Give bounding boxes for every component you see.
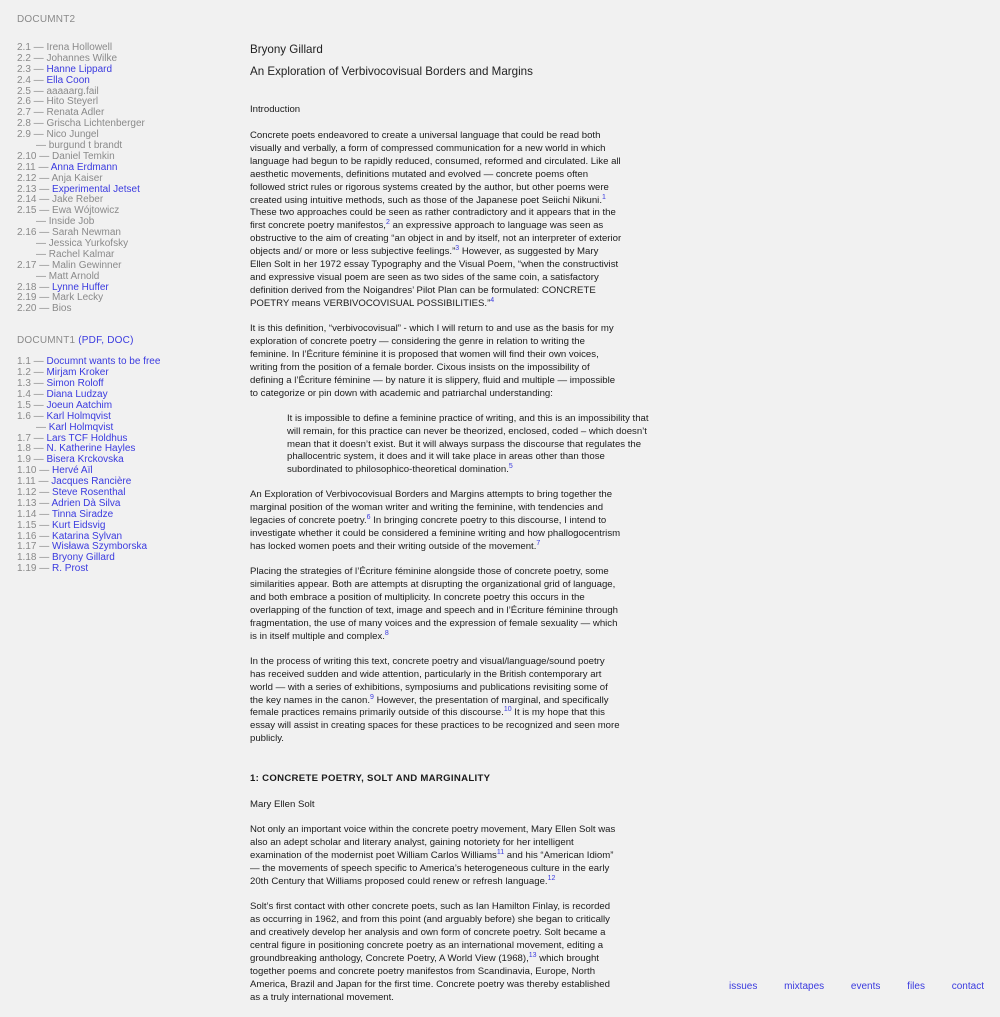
sidebar-entry-name[interactable]: N. Katherine Hayles	[46, 443, 136, 455]
sidebar-entry-number: 1.13 —	[17, 497, 52, 509]
doc1-link-separator: ,	[101, 335, 108, 347]
sidebar-entry-number: —	[36, 270, 49, 282]
article	[250, 43, 658, 1017]
sidebar-entry-name: Rachel Kalmar	[48, 248, 115, 260]
sidebar-entry-number: 2.10 —	[17, 150, 53, 162]
nav-issues-link[interactable]: issues	[728, 981, 758, 992]
sidebar-entry-number: 2.4 —	[17, 74, 47, 86]
doc2-list	[17, 43, 217, 315]
section1-heading: 1: CONCRETE POETRY, SOLT AND MARGINALITY	[250, 773, 491, 785]
text-run: an expressive approach to language was seen as obstructive to the aim of creating “an object in and by itself, not an interpreter of exterior objects and/ or more or less subjective feelings.”	[250, 220, 622, 258]
text-run: Placing the strategies of l’Écriture féminine alongside those of concrete poetry, some similarities appear. Both are attempts at disrupting the organizational grid of language, and both embrace a position of multiplicity. In concrete poetry this occurs in the overlapping of the function of text, image and speech and in l’Écriture féminine through fragmentation, the use of many voices and the expression of female sexuality — which is in itself multiple and complex.	[250, 566, 618, 642]
doc1-title-text: DOCUMNT1	[17, 335, 76, 347]
footnote-ref[interactable]: 11	[496, 849, 505, 857]
nav-events-link[interactable]: events	[850, 981, 881, 992]
text-run: Not only an important voice within the concrete poetry movement, Mary Ellen Solt was also an adept scholar and literary analyst, gaining notoriety for her intelligent examination of the modernist poet William Carlos Williams	[250, 824, 616, 862]
intro-heading: Introduction	[250, 104, 301, 115]
sidebar-entry-number: 1.18 —	[17, 552, 53, 564]
sidebar-entry-name: burgund t brandt	[48, 140, 123, 152]
sidebar-entry-number: 1.16 —	[17, 530, 53, 542]
sidebar-entry-number: 2.2 —	[17, 52, 47, 64]
doc1-list	[17, 357, 217, 575]
sidebar-entry-name[interactable]: R. Prost	[52, 563, 89, 575]
text-run: However, as suggested by Mary Ellen Solt in her 1972 essay Typography and the Visual Poem, “when the constructivist and expressive visual poem are seen as two sides of the same coin, a satisfactory definition derived from the Noigandres’ Pilot Plan can be formulated: CONCRETE POETRY means VERBIVOCOVISUAL POSSIBILITIES.”	[250, 246, 619, 309]
sidebar-entry-name[interactable]: Karl Holmqvist	[46, 410, 111, 422]
paragraph	[250, 130, 622, 311]
section1-paragraphs	[250, 824, 658, 1004]
nav-mixtapes-link[interactable]: mixtapes	[784, 981, 825, 992]
sidebar-entry-name: Johannes Wilke	[46, 52, 118, 64]
sidebar-entry-number: 1.4 —	[17, 388, 47, 400]
sidebar-entry-name: aaaaarg.fail	[46, 85, 99, 97]
sidebar-entry-name[interactable]: Kurt Eidsvig	[52, 519, 106, 531]
text-run: It is this definition, “verbivocovisual” - which I will return to and use as the basis for my exploration of concrete poetry — considering the genre in relation to writing the feminine. In l’Écriture féminine it is proposed that women will find their own voices, writing from the position of a female border. Cixous insists on the impossibility of defining a l’Écriture féminine — by nature it is slippery, fluid and multiple — impossible to categorize or pin down with academic and patriarchal understanding:	[250, 322, 616, 399]
sidebar-entry-name[interactable]: Lynne Huffer	[52, 281, 109, 293]
sidebar-entry-number: —	[36, 216, 49, 228]
sidebar-entry-name[interactable]: Tinna Siradze	[51, 508, 114, 520]
sidebar-entry-name[interactable]: Bryony Gillard	[52, 552, 115, 564]
sidebar-entry-number: 2.11 —	[17, 161, 51, 173]
section1-subheading: Mary Ellen Solt	[250, 799, 315, 811]
doc1-doc-link[interactable]: DOC	[107, 335, 131, 347]
intro-paragraphs	[250, 130, 658, 400]
sidebar-entry-number: 2.14 —	[17, 194, 53, 206]
footnote-ref[interactable]: 12	[547, 874, 556, 882]
sidebar-entry-name: Hito Steyerl	[46, 96, 99, 108]
nav-contact-link[interactable]: contact	[951, 981, 984, 992]
sidebar-entry-name[interactable]: Diana Ludzay	[46, 388, 108, 400]
nav-files-link[interactable]: files	[907, 981, 925, 992]
sidebar-entry[interactable]	[17, 564, 217, 575]
footer-nav	[705, 981, 984, 992]
text-run: Concrete poets endeavored to create a universal language that could be read both visually and verbally, a form of compressed communication for a new world in which language had begun to be rapidly reduced, consumed, reformed and circulated. Like all aesthetic movements, definitions mutated and evolved — concrete poems often followed strict rules or rigorous systems created by the author, but other poems were created using intuitive methods, such as those of the Japanese poet Seiichi Nikuni.	[250, 130, 621, 206]
sidebar-entry-name: Jessica Yurkofsky	[48, 238, 129, 250]
sidebar-entry-name[interactable]: Bisera Krckovska	[46, 454, 124, 466]
sidebar-entry-number: 1.1 —	[17, 356, 47, 368]
sidebar-entry-number: 2.9 —	[17, 129, 47, 141]
sidebar-entry-name[interactable]: Hervé Aïl	[52, 465, 93, 477]
sidebar-entry-number: 1.6 —	[17, 410, 47, 422]
sidebar-entry-number: 2.16 —	[17, 227, 53, 239]
sidebar-entry-name: Bios	[52, 303, 72, 315]
sidebar-entry-number: 2.19 —	[17, 292, 53, 304]
text-run: In the process of writing this text, concrete poetry and visual/language/sound poetry has received sudden and wide attention, particularly in the British contemporary art world — with a series of exhibitions, symposiums and publications revisiting some of the key names in the canon.	[250, 655, 608, 706]
sidebar-entry-number: 1.14 —	[17, 508, 52, 520]
sidebar-entry-name: Anja Kaiser	[51, 172, 103, 184]
doc1-section-title	[17, 336, 217, 347]
sidebar-entry-name: Ewa Wójtowicz	[52, 205, 120, 217]
sidebar-entry	[17, 304, 217, 315]
article-author: Bryony Gillard	[250, 43, 323, 56]
sidebar-entry-name: Irena Hollowell	[46, 42, 113, 53]
sidebar-entry-number: 2.15 —	[17, 205, 53, 217]
text-run: which brought together poems and concrete poetry manifestos from Scandinavia, Europe, North America, Brazil and Japan for the first time. Concrete poetry was thereby established as a truly international movement.	[250, 952, 610, 1003]
sidebar-entry-number: 1.3 —	[17, 378, 47, 390]
sidebar-entry-name[interactable]: Wisława Szymborska	[52, 541, 148, 553]
paragraph	[250, 901, 622, 1004]
sidebar-entry-name[interactable]: Mirjam Kroker	[46, 367, 109, 379]
text-run: It is my hope that this essay will assist in creating spaces for these practices to be recognized and seen more publicly.	[250, 707, 620, 745]
text-run: These two approaches could be seen as rather contradictory and it appears that in the first concrete poetry manifestos,	[250, 207, 616, 232]
text-run: In bringing concrete poetry to this discourse, I intend to investigate whether it could be considered a feminine writing and how phallogocentrism has locked women poets and their writing outside of the movement.	[250, 515, 621, 552]
sidebar-entry-number: —	[36, 421, 49, 433]
footnote-ref[interactable]: 5	[508, 463, 513, 471]
sidebar-entry-number: 2.17 —	[17, 259, 53, 271]
sidebar-entry-name: Malin Gewinner	[52, 259, 122, 271]
footnote-ref[interactable]: 13	[528, 951, 537, 959]
footnote-ref[interactable]: 2	[385, 219, 390, 227]
sidebar-entry-number: —	[36, 248, 49, 260]
sidebar-entry-number: 2.5 —	[17, 85, 47, 97]
sidebar-entry-number: 2.1 —	[17, 42, 47, 53]
sidebar-entry-number: 1.17 —	[17, 541, 53, 553]
sidebar-entry-name[interactable]: Simon Roloff	[46, 378, 104, 390]
sidebar-entry-name: Grischa Lichtenberger	[46, 118, 145, 130]
doc1-paren-close: )	[130, 335, 134, 347]
sidebar-entry-name: Daniel Temkin	[52, 150, 115, 162]
sidebar-entry-number: —	[36, 238, 49, 250]
footnote-ref[interactable]: 6	[366, 514, 371, 522]
sidebar-entry-number: 2.7 —	[17, 107, 47, 119]
sidebar-entry-name[interactable]: Lars TCF Holdhus	[46, 432, 128, 444]
sidebar-entry-number: 2.12 —	[17, 172, 52, 184]
sidebar-entry-number: 2.6 —	[17, 96, 47, 108]
sidebar-entry-name[interactable]: Katarina Sylvan	[52, 530, 123, 542]
sidebar-entry-name[interactable]: Hanne Lippard	[46, 63, 113, 75]
sidebar-entry-number: 2.13 —	[17, 183, 53, 195]
doc1-paren-open: (	[75, 335, 82, 347]
paragraph	[250, 824, 622, 889]
paragraph	[250, 323, 622, 400]
text-run: It is impossible to define a feminine practice of writing, and this is an impossibility that will remain, for this practice can never be theorized, enclosed, coded – which doesn’t mean that it doesn’t exist. But it will always surpass the discourse that regulates the phallocentric system, it does and it will take place in areas other than those subordinated to philosophico-theoretical domination.	[287, 412, 649, 476]
text-run: Solt’s first contact with other concrete poets, such as Ian Hamilton Finlay, is recorded as occurring in 1962, and from this point (and arguably before) she began to critically and creatively develop her analysis and own form of concrete poetry. Solt became a central figure in positioning concrete poetry as an international movement, editing a groundbreaking anthology, Concrete Poetry, A World View (1968),	[250, 901, 611, 964]
sidebar-entry-number: 1.2 —	[17, 367, 47, 379]
footnote-ref[interactable]: 9	[370, 693, 374, 701]
sidebar-entry-number: 1.10 —	[17, 465, 53, 477]
sidebar-entry-number: 1.5 —	[17, 399, 47, 411]
footnote-ref[interactable]: 8	[384, 629, 389, 637]
sidebar-entry-name: Renata Adler	[46, 107, 105, 119]
doc2-section-title: DOCUMNT2	[17, 14, 76, 25]
paragraph	[250, 489, 622, 554]
sidebar-entry-name[interactable]: Documnt wants to be free	[46, 356, 161, 368]
sidebar-entry-number: 1.7 —	[17, 432, 47, 444]
sidebar-entry-name[interactable]: Joeun Aatchim	[46, 399, 113, 411]
sidebar-entry-name: Jake Reber	[52, 194, 104, 206]
footnote-ref[interactable]: 3	[455, 245, 460, 253]
footnote-ref[interactable]: 7	[536, 539, 541, 547]
sidebar-entry-number: —	[36, 140, 49, 152]
sidebar-entry-number: 2.18 —	[17, 281, 53, 293]
doc1-pdf-link[interactable]: PDF	[81, 335, 102, 347]
sidebar-entry-number: 1.19 —	[17, 563, 53, 575]
paragraph	[250, 566, 622, 643]
sidebar-entry-number: 1.15 —	[17, 519, 53, 531]
article-title: An Exploration of Verbivocovisual Borders and Margins	[250, 65, 533, 78]
sidebar-entry-name: Nico Jungel	[46, 129, 99, 141]
block-quote	[287, 413, 657, 478]
sidebar-entry-name: Inside Job	[48, 216, 95, 228]
paragraph	[250, 656, 622, 746]
sidebar-entry-name[interactable]: Karl Holmqvist	[48, 421, 114, 433]
sidebar-entry-name: Sarah Newman	[52, 227, 121, 239]
sidebar-entry-number: 1.8 —	[17, 443, 47, 455]
footnote-ref[interactable]: 10	[503, 706, 512, 714]
text-run: and his “American Idiom” — the movements of speech specific to America’s heterogeneous culture in the early 20th Century that Williams proposed could renew or refresh language.	[250, 850, 614, 887]
sidebar-entry-name[interactable]: Adrien Dà Silva	[51, 497, 121, 509]
footnote-ref[interactable]: 1	[601, 193, 606, 201]
sidebar-entry-number: 1.11 —	[17, 476, 52, 488]
sidebar-entry-name[interactable]: Ella Coon	[46, 74, 90, 86]
text-run: An Exploration of Verbivocovisual Borders and Margins attempts to bring together the marginal position of the woman writer and writing the feminine, with tendencies and legacies of concrete poetry.	[250, 489, 613, 527]
sidebar-entry-name: Mark Lecky	[52, 292, 104, 304]
sidebar-entry-name: Matt Arnold	[48, 270, 100, 282]
intro-paragraphs-continued	[250, 489, 658, 746]
sidebar-entry-name[interactable]: Jacques Rancière	[51, 476, 132, 488]
sidebar-entry-name[interactable]: Anna Erdmann	[50, 161, 118, 173]
sidebar-entry-number: 2.3 —	[17, 63, 47, 75]
sidebar-entry-number: 2.20 —	[17, 303, 53, 315]
footnote-ref[interactable]: 4	[490, 296, 495, 304]
sidebar-nav	[17, 15, 217, 575]
sidebar-entry-number: 1.9 —	[17, 454, 47, 466]
sidebar-entry-name[interactable]: Steve Rosenthal	[52, 486, 126, 498]
sidebar-entry-number: 2.8 —	[17, 118, 47, 130]
sidebar-entry-number: 1.12 —	[17, 486, 53, 498]
sidebar-entry-name[interactable]: Experimental Jetset	[52, 183, 140, 195]
text-run: However, the presentation of marginal, and specifically female practices remains primarily outside of this discourse.	[250, 694, 609, 719]
